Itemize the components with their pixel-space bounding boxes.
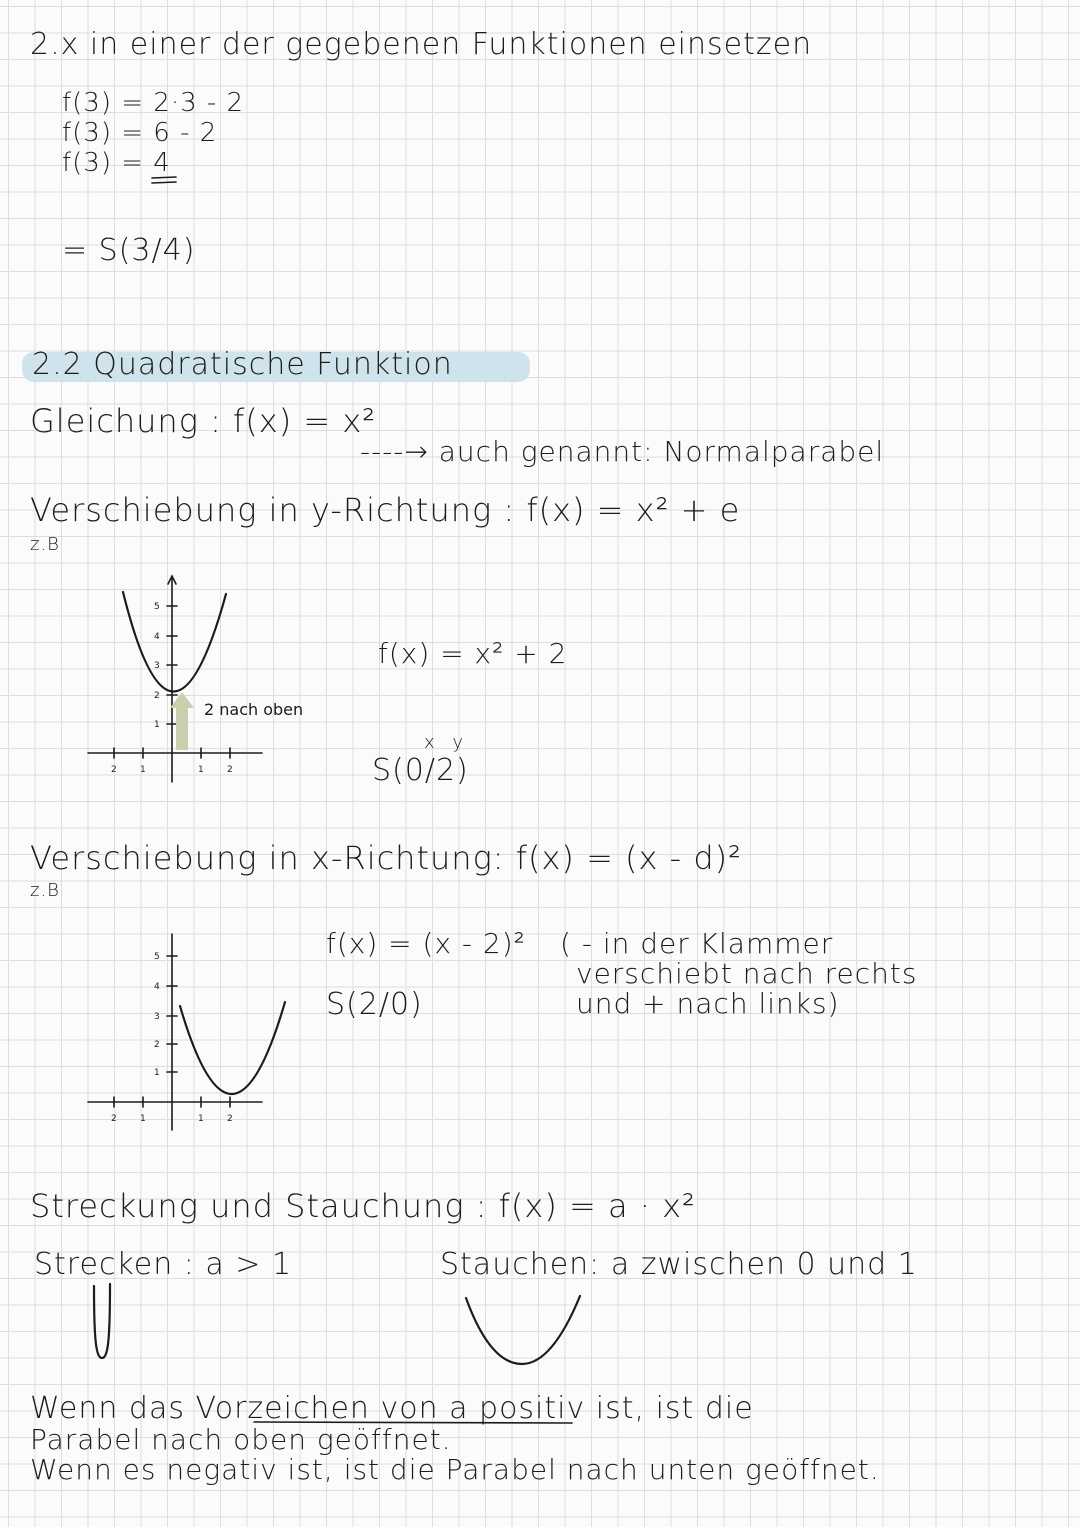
shift-y-graph <box>80 570 350 790</box>
y-tick-label: 1 <box>154 1068 160 1078</box>
x-tick-label: 2 <box>227 765 233 775</box>
stretch-label: Streckung und Stauchung : f(x) = a · x² <box>30 1187 696 1225</box>
shift-x-note-1: ( - in der Klammer <box>560 927 834 960</box>
sign-note-1: Wenn das Vorzeichen von a positiv ist, ist die <box>30 1391 754 1426</box>
shift-arrow <box>176 706 188 750</box>
sign-note-2: Parabel nach oben geöffnet. <box>30 1423 452 1456</box>
y-tick-label: 4 <box>154 632 160 642</box>
intersection-result: = S(3/4) <box>62 233 196 268</box>
x-tick-label: 1 <box>198 765 204 775</box>
shift-y-label: Verschiebung in y-Richtung : f(x) = x² + e <box>30 491 741 529</box>
y-tick-label: 2 <box>154 691 160 701</box>
x-tick-label: 2 <box>227 1114 233 1124</box>
x-tick-label: 1 <box>198 1114 204 1124</box>
shift-x-graph <box>80 926 300 1136</box>
stauchen-label: Stauchen: a zwischen 0 und 1 <box>440 1247 918 1282</box>
double-underline <box>150 176 180 186</box>
shift-x-note-2: verschiebt nach rechts <box>576 957 918 990</box>
x-tick-label: 1 <box>140 765 146 775</box>
x-tick-label: 2 <box>111 765 117 775</box>
y-tick-label: 3 <box>154 661 160 671</box>
y-tick-label: 4 <box>154 982 160 992</box>
shift-x-formula: f(x) = (x - 2)² <box>326 927 526 960</box>
y-tick-label: 3 <box>154 1012 160 1022</box>
shift-y-formula: f(x) = x² + 2 <box>378 637 568 670</box>
wide-parabola-sketch <box>460 1290 590 1370</box>
shift-x-vertex: S(2/0) <box>326 987 423 1022</box>
calc-line-2: f(3) = 6 - 2 <box>62 118 218 148</box>
y-tick-label: 1 <box>154 720 160 730</box>
parabola-shift-y <box>123 592 226 692</box>
calc-line-1: f(3) = 2·3 - 2 <box>62 88 245 118</box>
section-title: 2.2 Quadratische Funktion <box>32 347 453 382</box>
calc-line-3: f(3) = 4 <box>62 148 171 178</box>
narrow-parabola-sketch <box>84 1280 144 1370</box>
y-tick-label: 5 <box>154 602 160 612</box>
equation-label: Gleichung : f(x) = x² <box>30 402 377 440</box>
shift-y-vertex: S(0/2) <box>372 753 469 788</box>
shift-annotation: 2 nach oben <box>204 700 304 719</box>
x-tick-label: 1 <box>140 1114 146 1124</box>
strecken-label: Strecken : a > 1 <box>34 1247 293 1282</box>
y-tick-label: 2 <box>154 1040 160 1050</box>
parabola-shift-x <box>180 1002 285 1094</box>
shift-x-label: Verschiebung in x-Richtung: f(x) = (x - d)² <box>30 839 742 877</box>
x-tick-label: 2 <box>111 1114 117 1124</box>
shift-x-note-3: und + nach links) <box>576 987 840 1020</box>
shift-y-example: z.B <box>30 534 60 555</box>
sign-note-3: Wenn es negativ ist, ist die Parabel nach unten geöffnet. <box>30 1453 880 1486</box>
insert-heading: 2.x in einer der gegebenen Funktionen einsetzen <box>30 27 813 62</box>
vertex-axis-labels: x y <box>424 732 470 753</box>
normalparabel-note: ----→ auch genannt: Normalparabel <box>360 435 885 468</box>
y-tick-label: 5 <box>154 952 160 962</box>
shift-x-example: z.B <box>30 880 60 901</box>
